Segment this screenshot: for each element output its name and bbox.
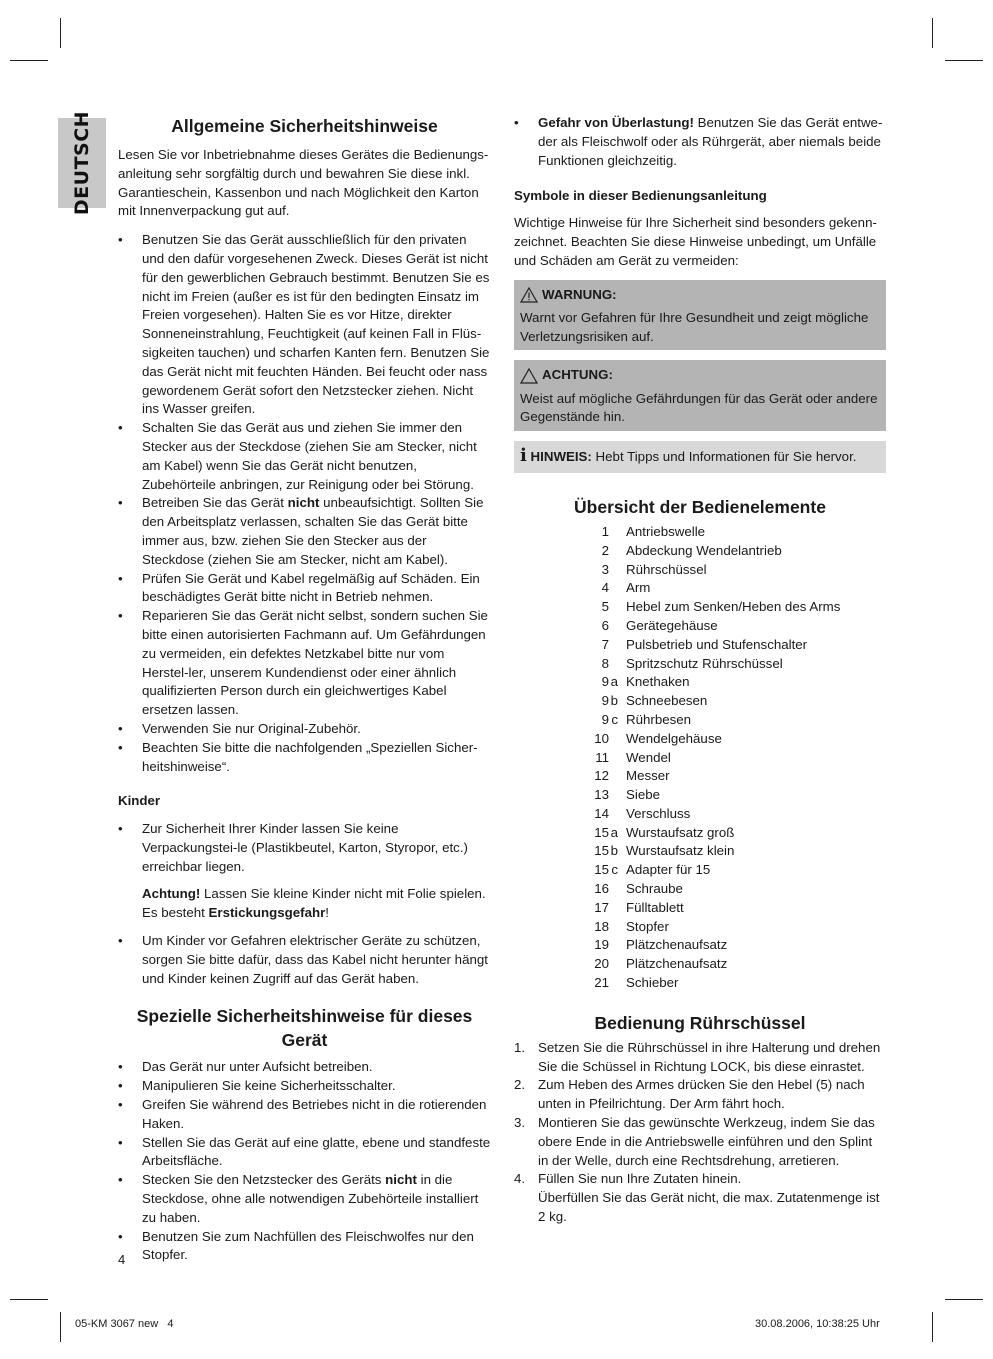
crop-mark [945, 1299, 983, 1300]
section-heading-overview: Übersicht der Bedienelemente [574, 496, 826, 517]
crop-mark [945, 60, 983, 61]
crop-mark [932, 18, 933, 48]
overview-item: 15 b Wurstaufsatz klein [594, 843, 735, 859]
warning-triangle-icon [520, 287, 538, 303]
step-item: 2. Zum Heben des Armes drücken Sie den Hebel (5) nach unten in Pfeilrichtung. Der Arm fährt hoch. [514, 1077, 865, 1112]
overview-item: 15 c Adapter für 15 [594, 862, 711, 878]
list-item: • Beachten Sie bitte die nachfolgenden „Speziellen Sicher-heitshinweise“. [118, 739, 491, 777]
list-item: • Das Gerät nur unter Aufsicht betreiben. [118, 1058, 491, 1077]
crop-mark [10, 1299, 48, 1300]
overview-list [583, 523, 886, 993]
step-item: 3. Montieren Sie das gewünschte Werkzeug, indem Sie das obere Ende in die Antriebswelle einführen und den Splint in der Welle, durch eine Rechtsdrehung, arretieren. [514, 1115, 875, 1168]
overview-item: 10 Wendelgehäuse [594, 730, 722, 746]
crop-mark [60, 1312, 61, 1342]
overview-item: 7 Pulsbetrieb und Stufenschalter [601, 636, 808, 652]
info-icon: i [520, 445, 527, 467]
overview-item: 13 Siebe [594, 787, 661, 803]
overview-item: 4 Arm [601, 580, 651, 596]
operation-steps [514, 1039, 886, 1227]
overview-item: 1 Antriebswelle [601, 523, 706, 539]
warning-text: Warnt vor Gefahren für Ihre Gesundheit und zeigt mögliche Verletzungsrisiken auf. [520, 309, 869, 344]
overview-item: 9 c Rührbesen [601, 711, 692, 727]
overview-item: 3 Rührschüssel [601, 561, 707, 577]
symbols-paragraph: Wichtige Hinweise für Ihre Sicherheit sind besonders gekenn-zeichnet. Beachten Sie diese Hinweise unbedingt, um Unfälle und Schäden am Gerät zu vermeiden: [514, 215, 877, 268]
overview-item: 14 Verschluss [594, 805, 691, 821]
crop-mark [60, 18, 61, 48]
overview-item: 17 Fülltablett [594, 899, 684, 915]
list-item: • Verwenden Sie nur Original-Zubehör. [118, 720, 491, 739]
list-item: • Betreiben Sie das Gerät nicht unbeaufsichtigt. Sollten Sie den Arbeitsplatz verlassen, schalten Sie das Gerät bitte immer aus, bzw. ziehen Sie den Stecker aus der Steckdose (ziehen Sie am Stecker, nicht am Kabel). [118, 494, 491, 569]
overview-item: 9 b Schneebesen [601, 693, 708, 709]
list-item: • Benutzen Sie das Gerät ausschließlich für den privaten und den dafür vorgesehenen Zweck. Dieses Gerät ist nicht für den gewerblichen Gebrauch bestimmt. Benutzen Sie es nicht im Freien (außer es ist für den bedingten Einsatz im Freien vorgesehen). Halten Sie es vor Hitze, direkter Sonneneinstrahlung, Feuchtigkeit (auf keinen Fall in Flüs-sigkeiten tauchen) und scharfen Kanten fern. Benutzen Sie das Gerät nicht mit feuchten Händen. Bei feucht oder nass gewordenem Gerät sofort den Netzstecker ziehen. Nicht ins Wasser greifen. [118, 231, 491, 419]
note-label: HINWEIS: [530, 449, 592, 465]
overview-item: 19 Plätzchenaufsatz [594, 937, 728, 953]
caution-box [514, 360, 886, 431]
note-text: Hebt Tipps und Informationen für Sie hervor. [591, 449, 857, 465]
language-tab-label: DEUTSCH [71, 110, 93, 216]
page-number: 4 [118, 1252, 126, 1267]
caution-label: ACHTUNG: [542, 367, 613, 383]
warning-label: WARNUNG: [542, 286, 617, 302]
crop-mark [932, 1312, 933, 1342]
list-item: • Stecken Sie den Netzstecker des Geräts nicht in die Steckdose, ohne alle notwendigen Zubehörteile installiert zu haben. [118, 1171, 491, 1227]
special-safety-list [118, 1058, 491, 1265]
intro-paragraph: Lesen Sie vor Inbetriebnahme dieses Gerätes die Bedienungs-anleitung sehr sorgfältig durch und bewahren Sie diese inkl. Garantieschein, Kassenbon und nach Möglichkeit den Karton mit Innenverpackung gut auf. [118, 147, 489, 219]
overview-item: 20 Plätzchenaufsatz [594, 956, 728, 972]
list-item: • Gefahr von Überlastung! Benutzen Sie das Gerät entwe-der als Fleischwolf oder als Rührgerät, aber niemals beide Funktionen gleichzeitig. [514, 114, 886, 170]
crop-mark [10, 60, 48, 61]
overview-item: 21 Schieber [594, 975, 679, 991]
caution-triangle-icon [520, 368, 538, 384]
overview-item: 2 Abdeckung Wendelantrieb [601, 542, 782, 558]
step-item: 4. Füllen Sie nun Ihre Zutaten hinein. Überfüllen Sie das Gerät nicht, die max. Zutatenmenge ist 2 kg. [514, 1170, 886, 1226]
overview-item: 12 Messer [594, 768, 670, 784]
section-heading-bowl-operation: Bedienung Rührschüssel [594, 1012, 806, 1033]
caution-text: Weist auf mögliche Gefährdungen für das Gerät oder andere Gegenstände hin. [520, 390, 878, 425]
overview-item: 15 a Wurstaufsatz groß [594, 824, 735, 840]
list-item: • Prüfen Sie Gerät und Kabel regelmäßig auf Schäden. Ein beschädigtes Gerät bitte nicht in Betrieb nehmen. [118, 570, 491, 608]
overview-item: 6 Gerätegehäuse [601, 617, 718, 633]
section-heading-general-safety: Allgemeine Sicherheitshinweise [171, 116, 438, 136]
overload-list [514, 114, 886, 170]
overview-item: 18 Stopfer [594, 918, 669, 934]
note-box [514, 441, 886, 473]
left-column [118, 114, 491, 1265]
list-item: • Reparieren Sie das Gerät nicht selbst, sondern suchen Sie bitte einen autorisierten Fachmann auf. Um Gefährdungen zu vermeiden, ein defektes Netzkabel bitte nur vom Herstel-ler, unserem Kundendienst oder einer ähnlich qualifizierten Person durch ein gleichwertiges Kabel ersetzen lassen. [118, 607, 491, 720]
list-item: • Greifen Sie während des Betriebes nicht in die rotierenden Haken. [118, 1096, 491, 1134]
language-tab [58, 110, 106, 216]
step-note: Überfüllen Sie das Gerät nicht, die max. Zutatenmenge ist 2 kg. [538, 1190, 880, 1225]
footer-left: 05-KM 3067 new 4 [75, 1318, 174, 1330]
footer-right: 30.08.2006, 10:38:25 Uhr [755, 1318, 880, 1330]
list-item: • Stellen Sie das Gerät auf eine glatte, ebene und standfeste Arbeitsfläche. [118, 1134, 491, 1172]
subheading-symbols: Symbole in dieser Bedienungsanleitung [514, 188, 767, 204]
safety-list [118, 231, 491, 776]
step-item: 1. Setzen Sie die Rührschüssel in ihre Halterung und drehen Sie die Schüssel in Richtung LOCK, bis diese einrastet. [514, 1039, 881, 1074]
list-item: • Zur Sicherheit Ihrer Kinder lassen Sie keine Verpackungstei-le (Plastikbeutel, Karton, Styropor, etc.) erreichbar liegen. Achtung! Lassen Sie kleine Kinder nicht mit Folie spielen. Es besteht Erstickungsgefahr! [118, 820, 491, 923]
list-item: • Schalten Sie das Gerät aus und ziehen Sie immer den Stecker aus der Steckdose (ziehen Sie am Stecker, nicht am Kabel) wenn Sie das Gerät nicht benutzen, Zubehörteile anbringen, zur Reinigung oder bei Störung. [118, 419, 491, 494]
right-column [514, 114, 886, 1227]
list-item: • Benutzen Sie zum Nachfüllen des Fleischwolfes nur den Stopfer. [118, 1228, 491, 1266]
overview-item: 16 Schraube [594, 881, 683, 897]
overview-item: 9 a Knethaken [601, 674, 690, 690]
overview-item: 11 Wendel [595, 749, 671, 765]
list-item: • Um Kinder vor Gefahren elektrischer Geräte zu schützen, sorgen Sie bitte dafür, dass das Kabel nicht herunter hängt und Kinder keinen Zugriff auf das Gerät haben. [118, 932, 491, 988]
children-list [118, 820, 491, 988]
overview-item: 8 Spritzschutz Rührschüssel [601, 655, 783, 671]
warning-box [514, 280, 886, 351]
overview-item: 5 Hebel zum Senken/Heben des Arms [601, 599, 841, 615]
children-warning: Achtung! Lassen Sie kleine Kinder nicht mit Folie spielen. Es besteht Erstickungsgefahr! [142, 886, 486, 921]
subheading-children: Kinder [118, 793, 161, 809]
section-heading-special-safety: Spezielle Sicherheitshinweise für dieses Gerät [136, 1006, 473, 1051]
list-item: • Manipulieren Sie keine Sicherheitsschalter. [118, 1077, 491, 1096]
